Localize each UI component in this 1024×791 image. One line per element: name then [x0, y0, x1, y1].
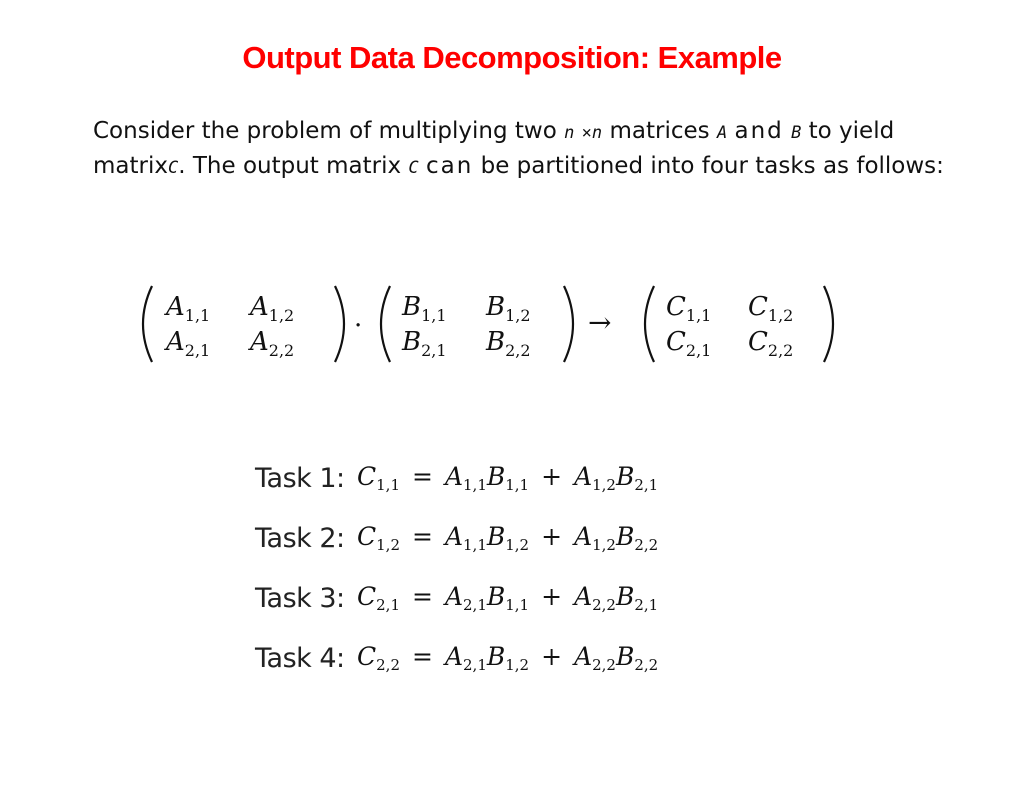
- entry-index: 2,1: [421, 341, 447, 360]
- svg-text:A1,1: [164, 292, 210, 325]
- text-segment: can: [425, 153, 474, 179]
- entry-letter: C: [748, 292, 768, 322]
- entry-letter: A: [250, 327, 269, 357]
- text-segment: The output matrix: [192, 153, 402, 179]
- svg-text:B2,2: [485, 327, 531, 360]
- task-row: [255, 628, 815, 688]
- var-b: B: [791, 123, 802, 143]
- text-segment: be partitioned into four tasks as follows:: [480, 153, 944, 179]
- svg-text:C1,2: [748, 292, 793, 325]
- task-row: [255, 448, 815, 508]
- entry-index: 2,2: [767, 341, 794, 360]
- task-list: [255, 448, 815, 688]
- intro-paragraph: [93, 115, 953, 185]
- var-a: A: [716, 123, 728, 143]
- entry-letter: A: [166, 327, 185, 357]
- entry-letter: B: [486, 292, 506, 322]
- left-paren: [143, 286, 152, 362]
- var-n: n: [591, 123, 603, 143]
- task-label: Task 3:: [255, 582, 345, 614]
- right-paren: [335, 286, 344, 362]
- left-paren: [381, 286, 390, 362]
- task-label: Task 1:: [255, 462, 345, 494]
- svg-text:C2,2: [748, 327, 793, 360]
- task-equation: $C_{1,1} = A_{1,1}B_{1,1} + A_{1,2}B_{2,1}$: [357, 462, 659, 494]
- entry-index: 1,1: [184, 306, 211, 325]
- entry-letter: B: [402, 327, 422, 357]
- text-segment: matrices: [609, 118, 710, 144]
- var-c: C: [408, 158, 419, 178]
- entry-index: 2,2: [505, 341, 531, 360]
- text-segment: and: [734, 118, 784, 144]
- task-label: Task 2:: [255, 522, 345, 554]
- svg-text:A1,2: [248, 292, 294, 325]
- svg-text:B2,1: [401, 327, 447, 360]
- svg-text:C2,1: [666, 327, 711, 360]
- entry-index: 1,1: [421, 306, 447, 325]
- entry-index: 1,1: [685, 306, 712, 325]
- svg-text:C1,1: [666, 292, 711, 325]
- svg-text:B1,1: [401, 292, 447, 325]
- task-row: [255, 568, 815, 628]
- matrix-equation: [130, 282, 850, 367]
- entry-letter: C: [666, 327, 686, 357]
- entry-letter: C: [748, 327, 768, 357]
- task-equation: $C_{1,2} = A_{1,1}B_{1,2} + A_{1,2}B_{2,2}$: [357, 522, 659, 554]
- entry-letter: C: [666, 292, 686, 322]
- entry-letter: A: [250, 292, 269, 322]
- slide-title: Output Data Decomposition: Example: [242, 40, 782, 75]
- task-row: [255, 508, 815, 568]
- times-symbol: ×: [581, 123, 592, 143]
- right-paren: [824, 286, 833, 362]
- entry-index: 1,2: [268, 306, 295, 325]
- entry-index: 1,2: [505, 306, 531, 325]
- svg-text:A2,2: [248, 327, 294, 360]
- entry-letter: A: [166, 292, 185, 322]
- var-c: C: [167, 158, 179, 178]
- left-paren: [645, 286, 654, 362]
- entry-index: 2,1: [184, 341, 211, 360]
- entry-letter: B: [486, 327, 506, 357]
- entry-index: 2,1: [685, 341, 712, 360]
- text-segment: .: [178, 153, 186, 179]
- right-paren: [564, 286, 573, 362]
- svg-text:A2,1: [164, 327, 210, 360]
- arrow-symbol: →: [588, 306, 612, 339]
- entry-index: 1,2: [767, 306, 794, 325]
- dot-operator: ·: [354, 311, 363, 341]
- entry-index: 2,2: [268, 341, 295, 360]
- task-label: Task 4:: [255, 642, 345, 674]
- var-n: n: [564, 123, 575, 143]
- task-equation: $C_{2,1} = A_{2,1}B_{1,1} + A_{2,2}B_{2,1}$: [357, 582, 659, 614]
- text-segment: Consider the problem of multiplying two: [93, 118, 557, 144]
- task-equation: $C_{2,2} = A_{2,1}B_{1,2} + A_{2,2}B_{2,2}$: [357, 642, 659, 674]
- svg-text:B1,2: [485, 292, 531, 325]
- entry-letter: B: [402, 292, 422, 322]
- text-segment: to yield matrix: [93, 118, 895, 179]
